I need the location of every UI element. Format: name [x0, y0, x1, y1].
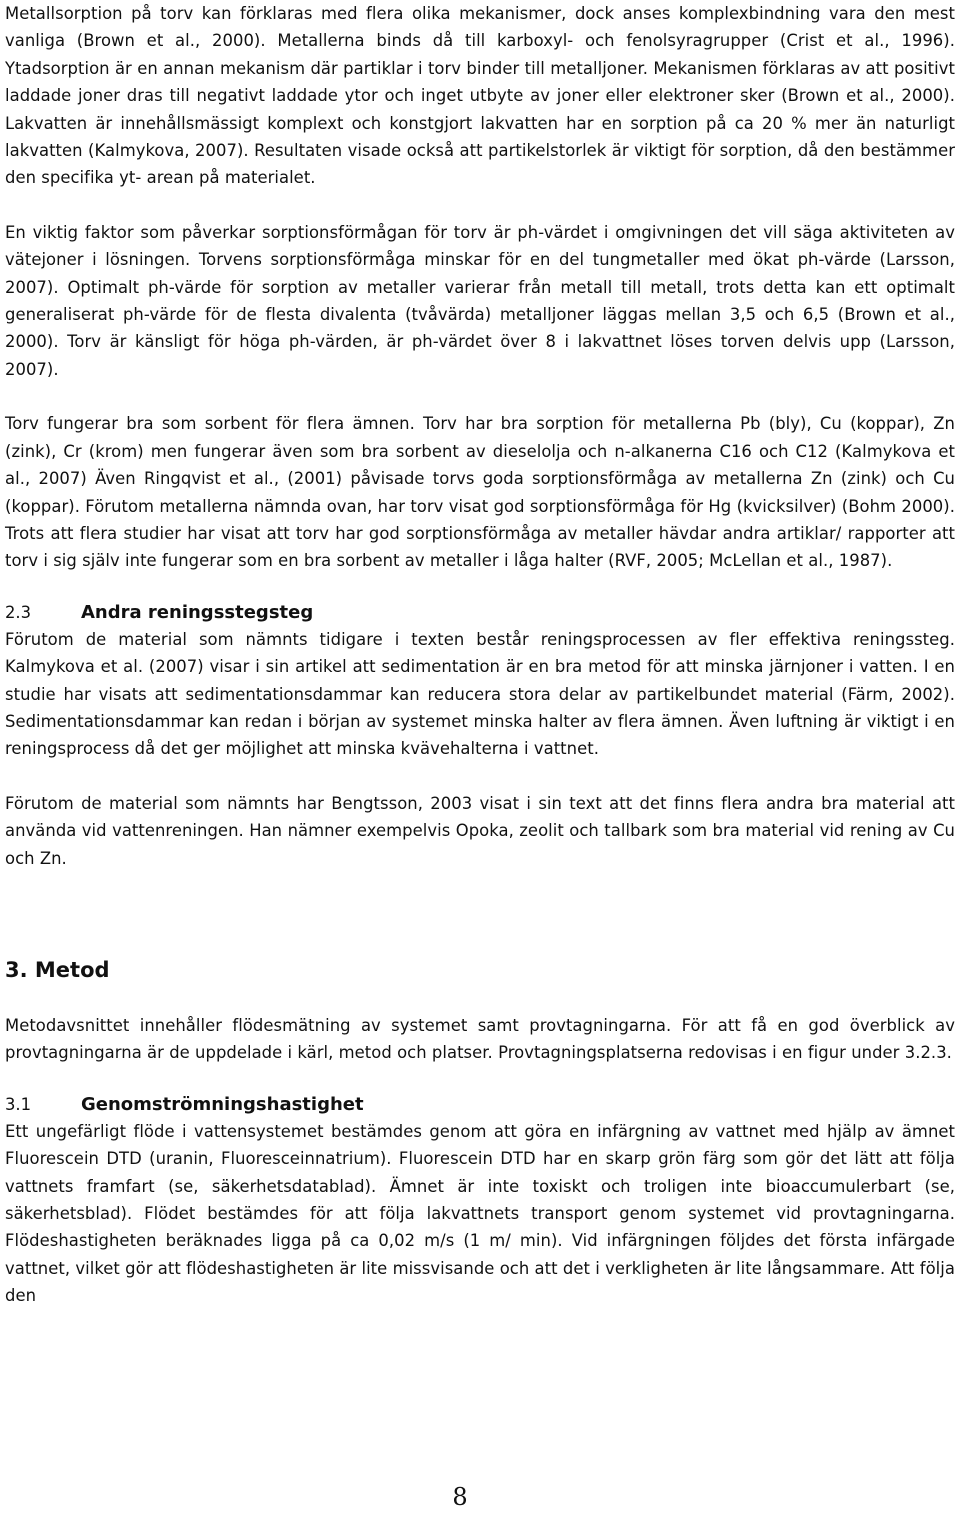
- paragraph-other-materials: Förutom de material som nämnts har Bengtsson, 2003 visat i sin text att det finns flera andra bra material att använda vid vattenreningen. Han nämner exempelvis Opoka, zeolit och tallbark som bra material vid rening av Cu och Zn.: [5, 793, 955, 868]
- paragraph-method-overview: Metodavsnittet innehåller flödesmätning av systemet samt provtagningarna. För att få en god överblick av provtagningarna är de uppdelade i kärl, metod och platser. Provtagningsplatserna redovisas i en figur under 3.2.3.: [5, 1015, 955, 1063]
- paragraph-metal-sorption-mechanisms: Metallsorption på torv kan förklaras med flera olika mekanismer, dock anses komplexbindning vara den mest vanliga (Brown et al., 2000). Metallerna binds då till karboxyl- och fenolsyragrupper (Crist et al., 1996). Ytadsorption är en annan mekanism där partiklar i torv binder till metalljoner. Mekanismen förklaras av att positivt laddade joner dras till negativt laddade ytor och inget utbyte av joner eller elektroner sker (Brown et al., 2000). Lakvatten är innehållsmässigt komplext och konstgjort lakvatten har en sorption på ca 20 % mer än naturligt lakvatten (Kalmykova, 2007). Resultaten visade också att partikelstorlek är viktigt för sorption, då den bestämmer den specifika yt- arean på materialet.: [5, 4, 955, 188]
- section-number: 2.3: [5, 602, 32, 622]
- section-spacer: [5, 872, 955, 928]
- section-title: Andra reningsstegsteg: [81, 601, 314, 623]
- paragraph-spacer: [5, 1067, 955, 1091]
- paragraph-spacer: [5, 763, 955, 790]
- section-spacer: [5, 928, 955, 955]
- paragraph-other-treatment-steps: Förutom de material som nämnts tidigare i texten består reningsprocessen av fler effektiva reningssteg. Kalmykova et al. (2007) visar i sin artikel att sedimentation är en bra metod för att minska järnjoner i vatten. I en studie har visats att sedimentationsdammar kan reducera stora delar av partikelbundet material (Färm, 2002). Sedimentationsdammar kan redan i början av systemet minska halter av flera ämnen. Även luftning är viktigt i en reningsprocess då det ger möjlighet att minska kvävehalterna i vattnet.: [5, 629, 955, 759]
- paragraph-flow-rate: Ett ungefärligt flöde i vattensystemet bestämdes genom att göra en infärgning av vattnet med hjälp av ämnet Fluorescein DTD (uranin, Fluoresceinnatrium). Fluorescein DTD har en skarp grön färg som gör det lätt att följa vattnets framfart (se, säkerhetsdatablad). Ämnet är inte toxiskt och troligen inte bioaccumulerbart (se, säkerhetsblad). Flödet bestämdes för att följa lakvattnets transport genom systemet vid provtagningarna. Flödeshastigheten beräknades ligga på ca 0,02 m/s (1 m/ min). Vid infärgningen följdes det första infärgade vattnet, vilket gör att flödeshastigheten är lite missvisande och att det i verkligheten är lite långsammare. Att följa den: [5, 1121, 955, 1306]
- paragraph-spacer: [5, 192, 955, 219]
- paragraph-spacer: [5, 383, 955, 410]
- section-number: 3.1: [5, 1094, 32, 1114]
- paragraph-ph-value: En viktig faktor som påverkar sorptionsförmågan för torv är ph-värdet i omgivningen det vill säga aktiviteten av vätejoner i lösningen. Torvens sorptionsförmåga minskar för en del tungmetaller med ökat ph-värde (Larsson, 2007). Optimalt ph-värde för sorption av metaller varierar från metall till metall, trots detta kan ett optimalt generaliserat ph-värde för de flesta divalenta (tvåvärda) metalljoner läggas mellan 3,5 och 6,5 (Brown et al., 2000). Torv är känsligt för höga ph-värden, är ph-värdet över 8 i lakvattnet löses torven delvis upp (Larsson, 2007).: [5, 222, 955, 379]
- section-title: Genomströmningshastighet: [81, 1093, 364, 1115]
- document-page: [5, 0, 955, 1310]
- section-heading-2-3: [5, 599, 955, 626]
- chapter-heading-metod: 3. Metod: [5, 957, 110, 982]
- paragraph-spacer: [5, 985, 955, 1012]
- page-number: 8: [452, 1483, 468, 1511]
- section-heading-3-1: [5, 1091, 955, 1118]
- paragraph-peat-sorbent: Torv fungerar bra som sorbent för flera ämnen. Torv har bra sorption för metallerna Pb (bly), Cu (koppar), Zn (zink), Cr (krom) men fungerar även som bra sorbent av dieselolja och n-alkanerna C16 och C12 (Kalmykova et al., 2007) Även Ringqvist et al., (2001) påvisade torvs goda sorptionsförmåga av metallerna Zn (zink) och Cu (koppar). Förutom metallerna nämnda ovan, har torv visat god sorptionsförmåga för Hg (kvicksilver) (Bohm 2000). Trots att flera studier har visat att torv har god sorptionsförmåga av metaller hävdar andra artiklar/ rapporter att torv i sig själv inte fungerar som en bra sorbent av metaller i låga halter (RVF, 2005; McLellan et al., 1987).: [5, 414, 955, 571]
- paragraph-spacer: [5, 575, 955, 599]
